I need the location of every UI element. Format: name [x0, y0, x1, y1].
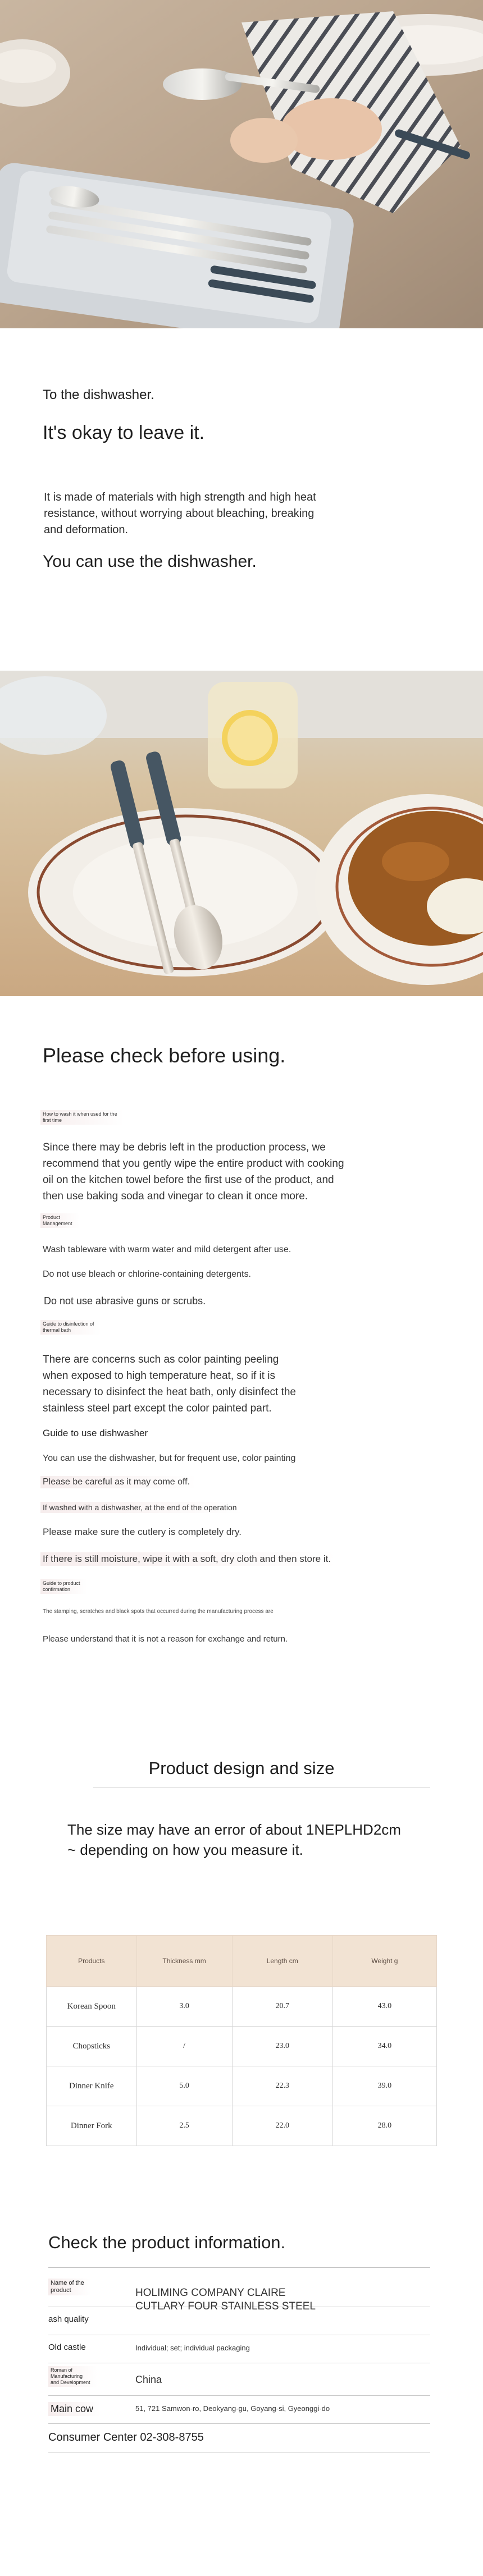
check-before-using-title: Please check before using.: [43, 1044, 286, 1067]
table-row: [47, 1987, 437, 2027]
management-label: Product Management: [40, 1213, 79, 1228]
product-info-title: Check the product information.: [48, 2233, 286, 2252]
table-header-cell: Products: [47, 1936, 137, 1987]
dishwasher-guide-item-5: If there is still moisture, wipe it with a soft, dry cloth and then store it.: [40, 1552, 338, 1566]
cutlery-plate-illustration: [0, 671, 483, 996]
table-cell: 43.0: [332, 1987, 436, 2027]
dishwasher-body: It is made of materials with high strength and high heat resistance, without worrying about bleaching, breaking and deformation.: [44, 491, 316, 536]
consumer-center: Consumer Center 02-308-8755: [48, 2431, 204, 2444]
info-label: Main cow: [48, 2402, 100, 2416]
cutlery-polishing-illustration: [0, 0, 483, 328]
info-row-manufacturing: [48, 2363, 430, 2396]
product-size-table: [46, 1935, 437, 2146]
table-cell: 3.0: [136, 1987, 232, 2027]
info-row-old-castle: [48, 2335, 430, 2363]
disinfection-label: Guide to disinfection of thermal bath: [40, 1320, 101, 1335]
info-value: 51, 721 Samwon-ro, Deokyang-gu, Goyang-si, Gyeonggi-do: [135, 2404, 330, 2413]
table-cell: /: [136, 2027, 232, 2066]
first-use-label: How to wash it when used for the first time: [40, 1110, 124, 1125]
table-cell: Dinner Fork: [47, 2106, 137, 2146]
table-header-cell: Thickness mm: [136, 1936, 232, 1987]
table-cell: 2.5: [136, 2106, 232, 2146]
table-row: [47, 2027, 437, 2066]
confirmation-label: Guide to product confirmation: [40, 1579, 87, 1594]
cutlery-plate-photo: [0, 671, 483, 996]
table-cell: Korean Spoon: [47, 1987, 137, 2027]
table-cell: Chopsticks: [47, 2027, 137, 2066]
table-cell: 23.0: [232, 2027, 332, 2066]
table-cell: Dinner Knife: [47, 2066, 137, 2106]
table-cell: 20.7: [232, 1987, 332, 2027]
dishwasher-guide-item-4: Please make sure the cutlery is completely dry.: [43, 1527, 241, 1537]
info-row-product-name: [48, 2276, 430, 2312]
table-cell: 34.0: [332, 2027, 436, 2066]
table-header-cell: Length cm: [232, 1936, 332, 1987]
info-value: China: [135, 2374, 162, 2385]
table-cell: 22.0: [232, 2106, 332, 2146]
dishwasher-title: It's okay to leave it.: [43, 422, 205, 443]
dishwasher-guide-item-1: You can use the dishwasher, but for frequent use, color painting: [43, 1454, 296, 1463]
size-error-note: The size may have an error of about 1NEPLHD2cm ~ depending on how you measure it.: [67, 1821, 401, 1858]
table-row: [47, 2106, 437, 2146]
table-cell: 28.0: [332, 2106, 436, 2146]
info-label: Old castle: [48, 2343, 86, 2352]
info-row-main-cow: [48, 2395, 430, 2424]
table-row: [47, 2066, 437, 2106]
dishwasher-guide-item-2: Please be careful as it may come off.: [40, 1476, 197, 1488]
table-header-cell: Weight g: [332, 1936, 436, 1987]
management-item-1: Wash tableware with warm water and mild detergent after use.: [43, 1245, 291, 1254]
disinfection-body: There are concerns such as color painting peeling when exposed to high temperature heat, so if it is necessary to disinfect the heat bath, only disinfect the stainless steel part except the color painted part.: [43, 1354, 296, 1414]
confirmation-small-note: The stamping, scratches and black spots that occurred during the manufacturing process are: [43, 1608, 274, 1615]
table-cell: 22.3: [232, 2066, 332, 2106]
management-item-3: Do not use abrasive guns or scrubs.: [44, 1295, 206, 1307]
dishwasher-guide-item-3: If washed with a dishwasher, at the end of the operation: [40, 1502, 244, 1513]
table-cell: 39.0: [332, 2066, 436, 2106]
product-info-divider: [48, 2267, 430, 2268]
cutlery-polishing-photo: [0, 0, 483, 328]
design-size-title: Product design and size: [148, 1758, 335, 1778]
confirmation-body: Please understand that it is not a reason for exchange and return.: [43, 1634, 288, 1644]
info-value: HOLIMING COMPANY CLAIRE CUTLARY FOUR STAINLESS STEEL: [135, 2287, 316, 2312]
info-row-consumer-center: [48, 2423, 430, 2453]
dishwasher-tagline: You can use the dishwasher.: [43, 552, 257, 571]
info-label: Name of the product: [48, 2279, 91, 2295]
first-use-body: Since there may be debris left in the production process, we recommend that you gently wipe the entire product with cooking oil on the kitchen towel before the first use of the product, and then use baking soda and vinegar to clean it once more.: [43, 1142, 344, 1202]
dishwasher-subtitle: To the dishwasher.: [43, 387, 154, 402]
table-header-row: [47, 1936, 437, 1987]
info-label: ash quality: [48, 2314, 89, 2324]
info-value: Individual; set; individual packaging: [135, 2344, 250, 2352]
management-item-2: Do not use bleach or chlorine-containing detergents.: [43, 1269, 251, 1279]
dishwasher-guide-heading: Guide to use dishwasher: [43, 1428, 148, 1438]
info-row-ash-quality: [48, 2308, 430, 2335]
table-cell: 5.0: [136, 2066, 232, 2106]
info-label: Roman of Manufacturing and Development: [48, 2366, 97, 2387]
